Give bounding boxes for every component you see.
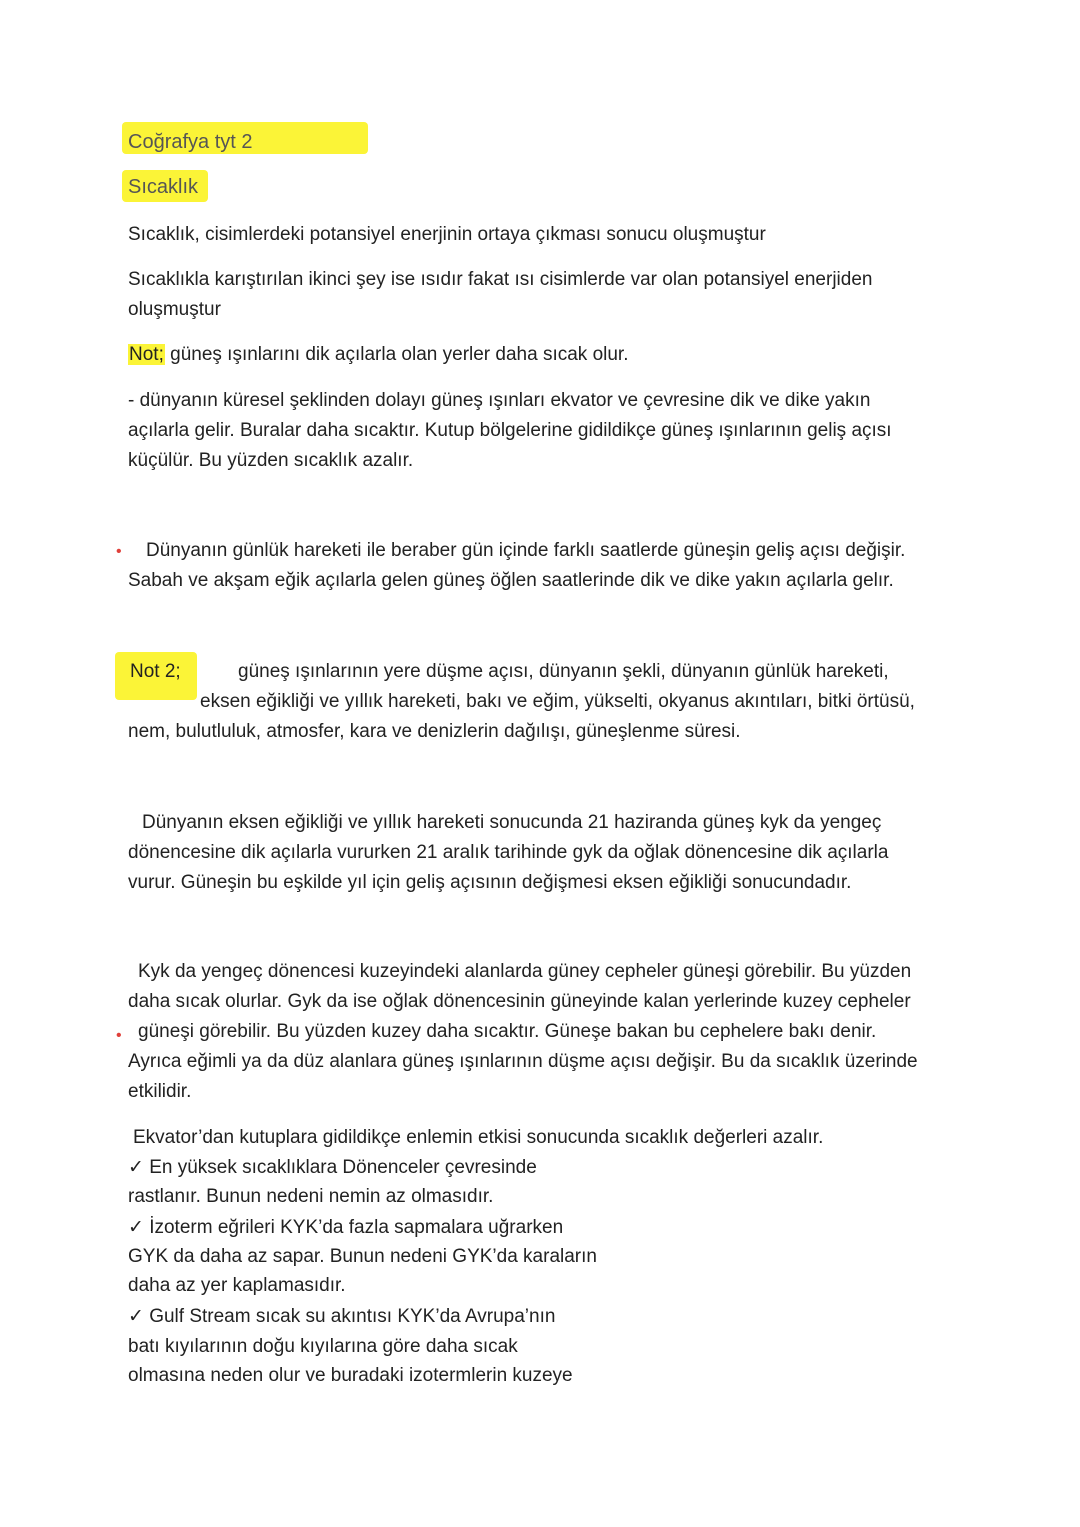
bullet-dot: • bbox=[116, 1027, 122, 1044]
checklist-item-line: ✓ İzoterm eğrileri KYK’da fazla sapmalara uğrarken bbox=[128, 1217, 564, 1238]
note-text: güneş ışınlarını dik açılarla olan yerler daha sıcak olur. bbox=[164, 344, 629, 365]
paragraph-line: GYK da daha az sapar. Bunun nedeni GYK’da karaların bbox=[128, 1246, 597, 1267]
paragraph-line: Kyk da yengeç dönencesi kuzeyindeki alanlarda güney cepheler güneşi görebilir. Bu yüzden bbox=[138, 961, 912, 982]
bullet-dot: • bbox=[116, 543, 122, 560]
paragraph-line: Dünyanın eksen eğikliği ve yıllık hareketi sonucunda 21 haziranda güneş kyk da yengeç bbox=[142, 812, 882, 833]
paragraph-line: Sıcaklık, cisimlerdeki potansiyel enerjinin ortaya çıkması sonucu oluşmuştur bbox=[128, 224, 766, 245]
paragraph-line: güneşi görebilir. Bu yüzden kuzey daha sıcaktır. Güneşe bakan bu cephelere bakı denir. bbox=[138, 1021, 877, 1042]
note2-label: Not 2; bbox=[130, 661, 181, 682]
checklist-item-line: ✓ Gulf Stream sıcak su akıntısı KYK’da Avrupa’nın bbox=[128, 1306, 556, 1327]
paragraph-line: Sıcaklıkla karıştırılan ikinci şey ise ısıdır fakat ısı cisimlerde var olan potansiyel enerjiden bbox=[128, 269, 873, 290]
note-line bbox=[128, 340, 629, 370]
paragraph-line: eksen eğikliği ve yıllık hareketi, bakı ve eğim, yükselti, okyanus akıntıları, bitki örtüsü, bbox=[200, 691, 915, 712]
paragraph-line: açılarla gelir. Buralar daha sıcaktır. Kutup bölgelerine gidildikçe güneş ışınlarının geliş açısı bbox=[128, 420, 892, 441]
paragraph-line: - dünyanın küresel şeklinden dolayı güneş ışınları ekvator ve çevresine dik ve dike yakın bbox=[128, 390, 871, 411]
page-title: Coğrafya tyt 2 bbox=[128, 131, 253, 153]
paragraph-line: batı kıyılarının doğu kıyılarına göre daha sıcak bbox=[128, 1336, 518, 1357]
paragraph-line: nem, bulutluluk, atmosfer, kara ve denizlerin dağılışı, güneşlenme süresi. bbox=[128, 721, 741, 742]
checklist-item-line: ✓ En yüksek sıcaklıklara Dönenceler çevresinde bbox=[128, 1157, 537, 1178]
section-heading: Sıcaklık bbox=[128, 176, 199, 198]
paragraph-line: güneş ışınlarının yere düşme açısı, dünyanın şekli, dünyanın günlük hareketi, bbox=[238, 661, 889, 682]
paragraph-line: olmasına neden olur ve buradaki izotermlerin kuzeye bbox=[128, 1365, 573, 1386]
paragraph-line: Sabah ve akşam eğik açılarla gelen güneş öğlen saatlerinde dik ve dike yakın açılarla gelır. bbox=[128, 570, 894, 591]
paragraph-line: oluşmuştur bbox=[128, 299, 221, 320]
paragraph-line: vurur. Güneşin bu eşkilde yıl için geliş açısının değişmesi eksen eğikliği sonucundadır. bbox=[128, 872, 852, 893]
paragraph-line: dönencesine dik açılarla vururken 21 aralık tarihinde gyk da oğlak dönencesine dik açılarla bbox=[128, 842, 889, 863]
paragraph-line: rastlanır. Bunun nedeni nemin az olmasıdır. bbox=[128, 1186, 494, 1207]
paragraph-line: daha az yer kaplamasıdır. bbox=[128, 1275, 346, 1296]
paragraph-line: Ayrıca eğimli ya da düz alanlara güneş ışınlarının düşme açısı değişir. Bu da sıcaklık üzerinde bbox=[128, 1051, 918, 1072]
paragraph-line: daha sıcak olurlar. Gyk da ise oğlak dönencesinin güneyinde kalan yerlerinde kuzey cepheler bbox=[128, 991, 911, 1012]
paragraph-line: küçülür. Bu yüzden sıcaklık azalır. bbox=[128, 450, 414, 471]
paragraph-line: etkilidir. bbox=[128, 1081, 192, 1102]
paragraph-line: Ekvator’dan kutuplara gidildikçe enlemin etkisi sonucunda sıcaklık değerleri azalır. bbox=[133, 1127, 824, 1148]
note-label: Not; bbox=[129, 344, 164, 365]
paragraph-line: Dünyanın günlük hareketi ile beraber gün içinde farklı saatlerde güneşin geliş açısı değişir. bbox=[146, 540, 906, 561]
